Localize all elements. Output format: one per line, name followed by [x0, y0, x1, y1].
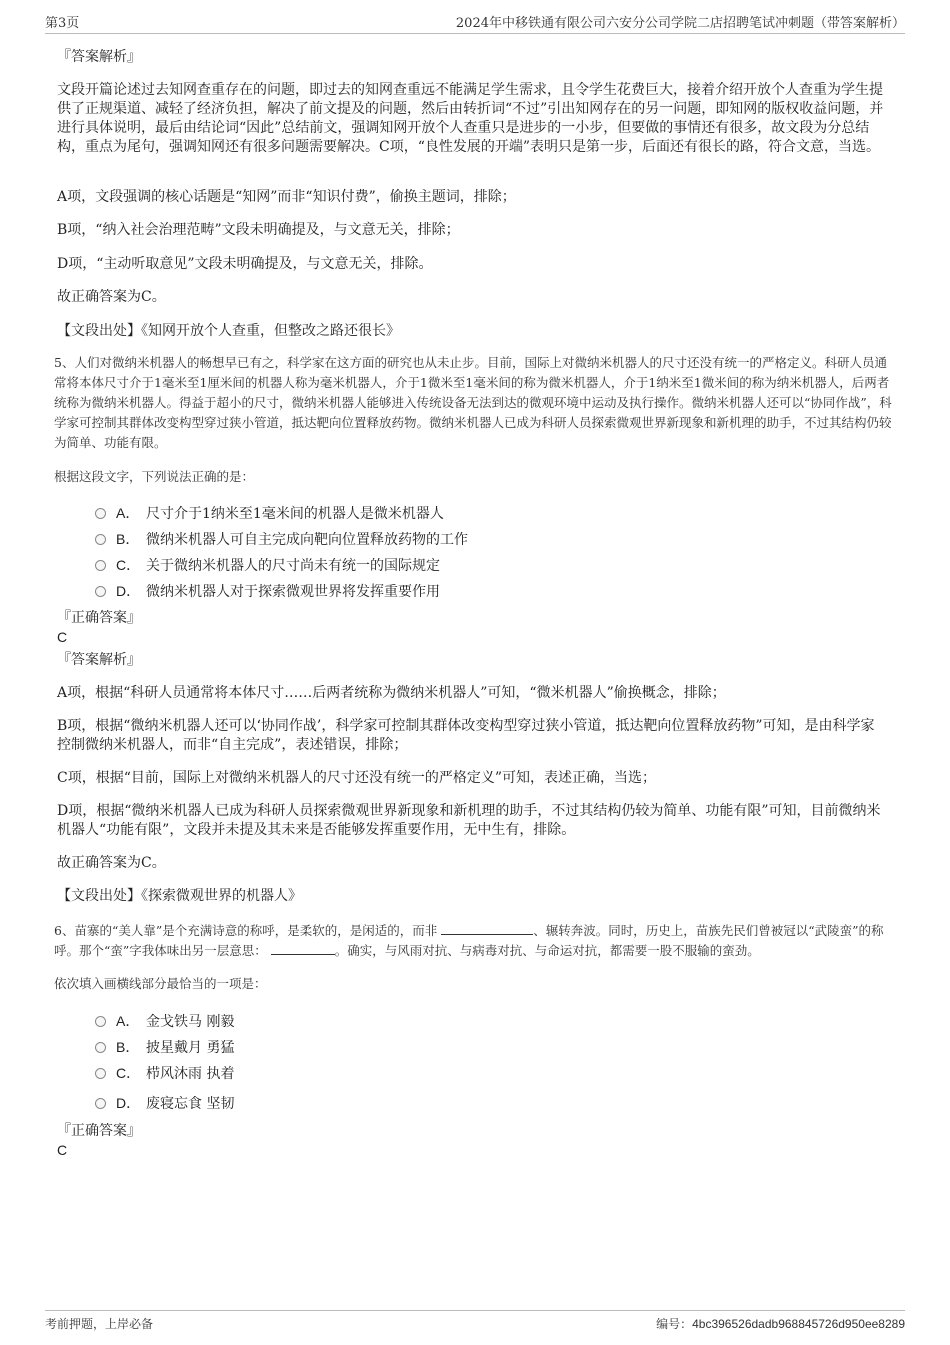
q4-conclusion: 故正确答案为C。 [57, 289, 166, 305]
q4-analysis-d: D项，“主动听取意见”文段未明确提及，与文意无关，排除。 [57, 256, 433, 272]
q5-answer: C [57, 629, 68, 645]
radio-icon[interactable] [95, 1042, 106, 1053]
q6-option-a[interactable]: A． 金戈铁马 刚毅 [95, 1008, 234, 1034]
q4-analysis-a: A项，文段强调的核心话题是“知网”而非“知识付费”，偷换主题词，排除； [57, 189, 516, 205]
q5-options [95, 500, 468, 604]
q5-option-c[interactable]: C． 关于微纳米机器人的尺寸尚未有统一的国际规定 [95, 552, 468, 578]
document-title: 2024年中移铁通有限公司六安分公司学院二店招聘笔试冲刺题（带答案解析） [455, 16, 905, 31]
q5-option-b[interactable]: B． 微纳米机器人可自主完成向靶向位置释放药物的工作 [95, 526, 468, 552]
q4-analysis-intro: 文段开篇论述过去知网查重存在的问题，即过去的知网查重远不能满足学生需求，且令学生花费巨大，接着介绍开放个人查重为学生提供了正规渠道、减轻了经济负担，解决了前文提及的问题，然后由转折词“不过”引出知网存在的另一问题，即知网的版权收益问题，并进行具体说明，最后由结论词“因此”总结前文，强调知网开放个人查重只是进步的一小步，但要做的事情还有很多，故文段为分总结构，重点为尾句，强调知网还有很多问题需要解决。C项，“良性发展的开端”表明只是第一步，后面还有很长的路，符合文意，当选。 [57, 82, 884, 155]
q5-conclusion: 故正确答案为C。 [57, 855, 166, 871]
radio-icon[interactable] [95, 534, 106, 545]
q6-answer: C [57, 1142, 68, 1158]
q4-analysis-label: 『答案解析』 [57, 49, 141, 65]
q5-analysis-d: D项，根据“微纳米机器人已成为科研人员探索微观世界新现象和新机理的助手，不过其结构仍较为简单、功能有限”可知，目前微纳米机器人“功能有限”，文段并未提及其未来是否能够发挥重要作用，无中生有，排除。 [57, 803, 881, 838]
q6-prompt: 依次填入画横线部分最恰当的一项是： [54, 976, 267, 991]
q6-option-b[interactable]: B． 披星戴月 勇猛 [95, 1034, 234, 1060]
q5-source: 【文段出处】《探索微观世界的机器人》 [57, 888, 302, 904]
fill-blank-2[interactable] [271, 942, 335, 955]
page-footer [45, 1310, 905, 1333]
q5-analysis-c: C项，根据“目前，国际上对微纳米机器人的尺寸还没有统一的严格定义”可知，表述正确，当选； [57, 770, 657, 786]
q6-options [95, 1008, 234, 1116]
q5-option-d[interactable]: D． 微纳米机器人对于探索微观世界将发挥重要作用 [95, 578, 468, 604]
q6-stem: 6、苗寨的“美人靠”是个充满诗意的称呼，是柔软的，是闲适的，而非 、辗转奔波。同时，历史上，苗族先民们曾被冠以“武陵蛮”的称呼。那个“蛮”字我体味出另一层意思： 。确实，与风雨对抗、与病毒对抗、与命运对抗，都需要一股不服输的蛮劲。 [54, 923, 884, 958]
q5-analysis-a: A项，根据“科研人员通常将本体尺寸……后两者统称为微纳米机器人”可知，“微米机器人”偷换概念，排除； [57, 685, 726, 701]
radio-icon[interactable] [95, 1016, 106, 1027]
q4-source: 【文段出处】《知网开放个人查重，但整改之路还很长》 [57, 323, 400, 339]
q6-option-d[interactable]: D． 废寝忘食 坚韧 [95, 1090, 234, 1116]
q4-analysis-b: B项，“纳入社会治理范畴”文段未明确提及，与文意无关，排除； [57, 222, 460, 238]
radio-icon[interactable] [95, 508, 106, 519]
q6-answer-label: 『正确答案』 [57, 1123, 141, 1139]
q5-analysis-b: B项，根据“微纳米机器人还可以‘协同作战’，科学家可控制其群体改变构型穿过狭小管道，抵达靶向位置释放药物”可知，是由科学家控制微纳米机器人，而非“自主完成”，表述错误，排除； [57, 718, 875, 753]
document-code: 编号：4bc396526dadb968845726d950ee8289 [656, 1317, 905, 1331]
page-header [45, 12, 905, 34]
q5-answer-label: 『正确答案』 [57, 610, 141, 626]
footer-slogan: 考前押题，上岸必备 [45, 1317, 154, 1331]
radio-icon[interactable] [95, 586, 106, 597]
fill-blank-1[interactable] [441, 922, 533, 935]
q5-option-a[interactable]: A． 尺寸介于1纳米至1毫米间的机器人是微米机器人 [95, 500, 468, 526]
radio-icon[interactable] [95, 1098, 106, 1109]
q5-analysis-label: 『答案解析』 [57, 652, 141, 668]
q6-option-c[interactable]: C． 栉风沐雨 执着 [95, 1060, 234, 1086]
radio-icon[interactable] [95, 1068, 106, 1079]
page-number: 第3页 [45, 16, 80, 31]
q5-stem: 5、人们对微纳米机器人的畅想早已有之，科学家在这方面的研究也从未止步。目前，国际上对微纳米机器人的尺寸还没有统一的严格定义。科研人员通常将本体尺寸介于1毫米至1厘米间的机器人称为毫米机器人，介于1微米至1毫米间的称为微米机器人，介于1纳米至1微米间的称为纳米机器人，后两者统称为微纳米机器人。得益于超小的尺寸，微纳米机器人能够进入传统设备无法到达的微观环境中运动及执行操作。微纳米机器人还可以“协同作战”，科学家可控制其群体改变构型穿过狭小管道，抵达靶向位置释放药物。微纳米机器人已成为科研人员探索微观世界新现象和新机理的助手，不过其结构仍较为简单、功能有限。 [54, 355, 892, 450]
radio-icon[interactable] [95, 560, 106, 571]
q5-prompt: 根据这段文字，下列说法正确的是： [54, 469, 255, 484]
